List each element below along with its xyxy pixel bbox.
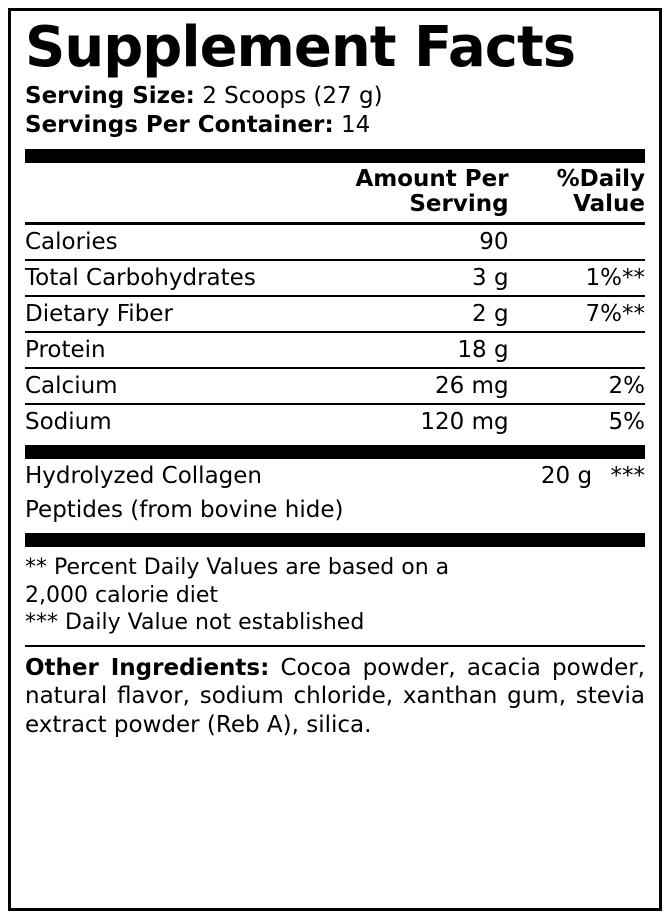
footnote-daily-values-1: ** Percent Daily Values are based on a — [25, 555, 450, 581]
serving-size-row — [25, 82, 645, 111]
table-row: Dietary Fiber 2 g 7%** — [25, 296, 645, 332]
collagen-amount: 20 g — [540, 463, 593, 490]
header-daily-value: %Daily Value — [556, 165, 645, 218]
table-row: Sodium 120 mg 5% — [25, 409, 645, 436]
collagen-name-line2: Peptides (from bovine hide) — [25, 497, 344, 524]
header-amount-per-serving: Amount Per Serving — [355, 165, 509, 218]
table-header-row — [25, 163, 645, 224]
collagen-name-line1: Hydrolyzed Collagen — [25, 463, 262, 490]
collagen-dv: *** — [610, 463, 645, 490]
table-row: Calories 90 — [25, 224, 645, 261]
table-row — [25, 493, 645, 527]
other-ingredients — [25, 647, 645, 740]
other-ingredients-label: Other Ingredients: — [25, 654, 270, 681]
supplement-facts-panel — [8, 8, 662, 911]
nutrition-table — [25, 163, 645, 440]
servings-per-container-label: Servings Per Container: — [25, 112, 334, 139]
other-ingredients-value: Cocoa powder, acacia powder, natural flavor, sodium chloride, xanthan gum, stevia extract powder (Reb A), silica. — [25, 654, 645, 739]
footnotes — [25, 547, 645, 637]
footnote-dv-not-established: *** Daily Value not established — [25, 610, 365, 636]
servings-per-container-row — [25, 111, 645, 140]
table-row: Total Carbohydrates 3 g 1%** — [25, 260, 645, 296]
mid-rule-bar — [25, 445, 645, 459]
top-rule-bar — [25, 149, 645, 163]
table-row — [25, 459, 645, 493]
header-spacer — [25, 163, 310, 224]
table-row: Protein 18 g — [25, 332, 645, 368]
serving-size-value: 2 Scoops (27 g) — [202, 82, 383, 109]
page-title: Supplement Facts — [25, 15, 576, 80]
table-row: Calcium 26 mg 2% — [25, 368, 645, 404]
footnote-daily-values-2: 2,000 calorie diet — [25, 582, 219, 608]
proprietary-table — [25, 459, 645, 527]
bottom-rule-bar — [25, 533, 645, 547]
serving-size-label: Serving Size: — [25, 82, 195, 109]
servings-per-container-value: 14 — [341, 112, 371, 139]
